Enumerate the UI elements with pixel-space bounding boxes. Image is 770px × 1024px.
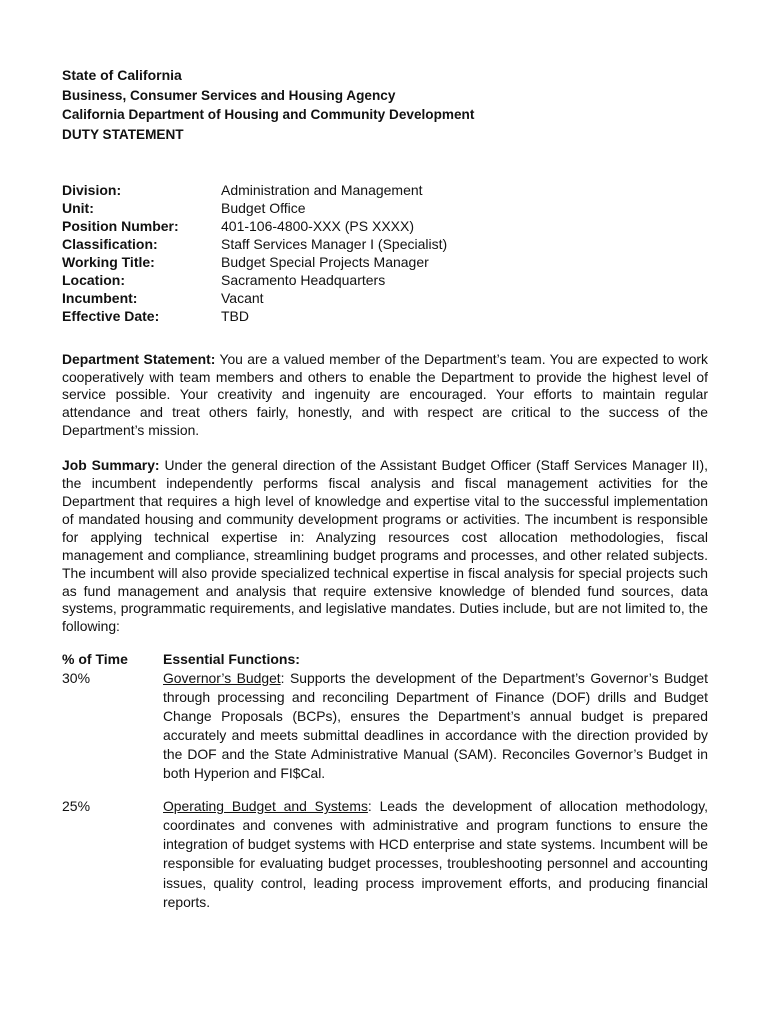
function-percent: 30% (62, 669, 91, 686)
job-summary-label: Job Summary: (62, 457, 160, 474)
function-text: : Supports the development of the Department’s Governor’s Budget through processing and reconciling Department of Finance (DOF) drills and Budget Change Proposals (BCPs), ensures the Department’s annual budget is prepared accurately and meets submittal deadlines in accordance with the direction provided by the DOF and the State Administrative Manual (SAM). Reconciles Governor’s Budget in both Hyperion and FI$Cal. (163, 669, 708, 782)
info-label-working-title: Working Title: (62, 254, 155, 270)
header-title: DUTY STATEMENT (62, 126, 184, 142)
percent-time-heading: % of Time (62, 651, 128, 668)
function-text: : Leads the development of allocation methodology, coordinates and convenes with administrative and program functions to ensure the integration of budget systems with HCD enterprise and state systems. Incumbent will be responsible for evaluating budget processes, troubleshooting personnel and accounting issues, quality control, leading process improvement efforts, and producing financial reports. (163, 798, 708, 910)
header-state: State of California (62, 67, 182, 83)
function-description (163, 669, 708, 784)
info-label-position-number: Position Number: (62, 218, 179, 235)
function-title: Operating Budget and Systems (163, 798, 368, 815)
info-value-unit: Budget Office (221, 200, 306, 217)
info-label-location: Location: (62, 271, 125, 288)
functions-header (62, 650, 708, 668)
essential-functions-heading: Essential Functions: (163, 651, 300, 668)
position-info-table (62, 182, 708, 325)
info-value-working-title: Budget Special Projects Manager (221, 254, 429, 270)
info-value-incumbent: Vacant (221, 289, 264, 306)
info-label-division: Division: (62, 182, 122, 199)
info-label-classification: Classification: (62, 236, 158, 253)
job-summary (62, 457, 708, 636)
info-value-division: Administration and Management (221, 182, 423, 199)
header-department: California Department of Housing and Community Development (62, 107, 475, 123)
info-label-effective-date: Effective Date: (62, 307, 160, 324)
info-value-effective-date: TBD (221, 307, 249, 324)
department-statement-text: You are a valued member of the Department’s team. You are expected to work cooperatively with team members and others to enable the Department to provide the highest level of service possible. Your creativity and ingenuity are encouraged. Your efforts to maintain regular attendance and treat others fairly, honestly, and with respect are critical to the success of the Department’s mission. (62, 350, 708, 439)
department-statement (62, 351, 708, 441)
info-value-classification: Staff Services Manager I (Specialist) (221, 236, 448, 253)
function-description (163, 797, 708, 912)
function-percent: 25% (62, 798, 91, 815)
function-row (62, 797, 708, 912)
header-agency: Business, Consumer Services and Housing Agency (62, 87, 396, 103)
info-value-position-number: 401-106-4800-XXX (PS XXXX) (221, 218, 414, 235)
document-header (62, 66, 708, 144)
info-label-incumbent: Incumbent: (62, 289, 138, 306)
info-value-location: Sacramento Headquarters (221, 271, 386, 288)
function-title: Governor’s Budget (163, 669, 281, 686)
job-summary-text: Under the general direction of the Assistant Budget Officer (Staff Services Manager II), the incumbent independently performs fiscal analysis and fiscal management activities for the Department that requires a high level of knowledge and expertise vital to the successful implementation of mandated housing and community development programs or activities. The incumbent is responsible for applying technical expertise in: Analyzing resources cost allocation methodologies, fiscal management and compliance, streamlining budget programs and processes, and other related subjects. The incumbent will also provide specialized technical expertise in fiscal analysis for special projects such as fund management and analysis that require extensive knowledge of blended fund sources, data systems, programmatic requirements, and legislative mandates. Duties include, but are not limited to, the following: (62, 457, 708, 635)
function-row (62, 669, 708, 784)
duty-statement-page (62, 66, 708, 912)
info-label-unit: Unit: (62, 200, 94, 217)
department-statement-label: Department Statement: (62, 350, 216, 367)
